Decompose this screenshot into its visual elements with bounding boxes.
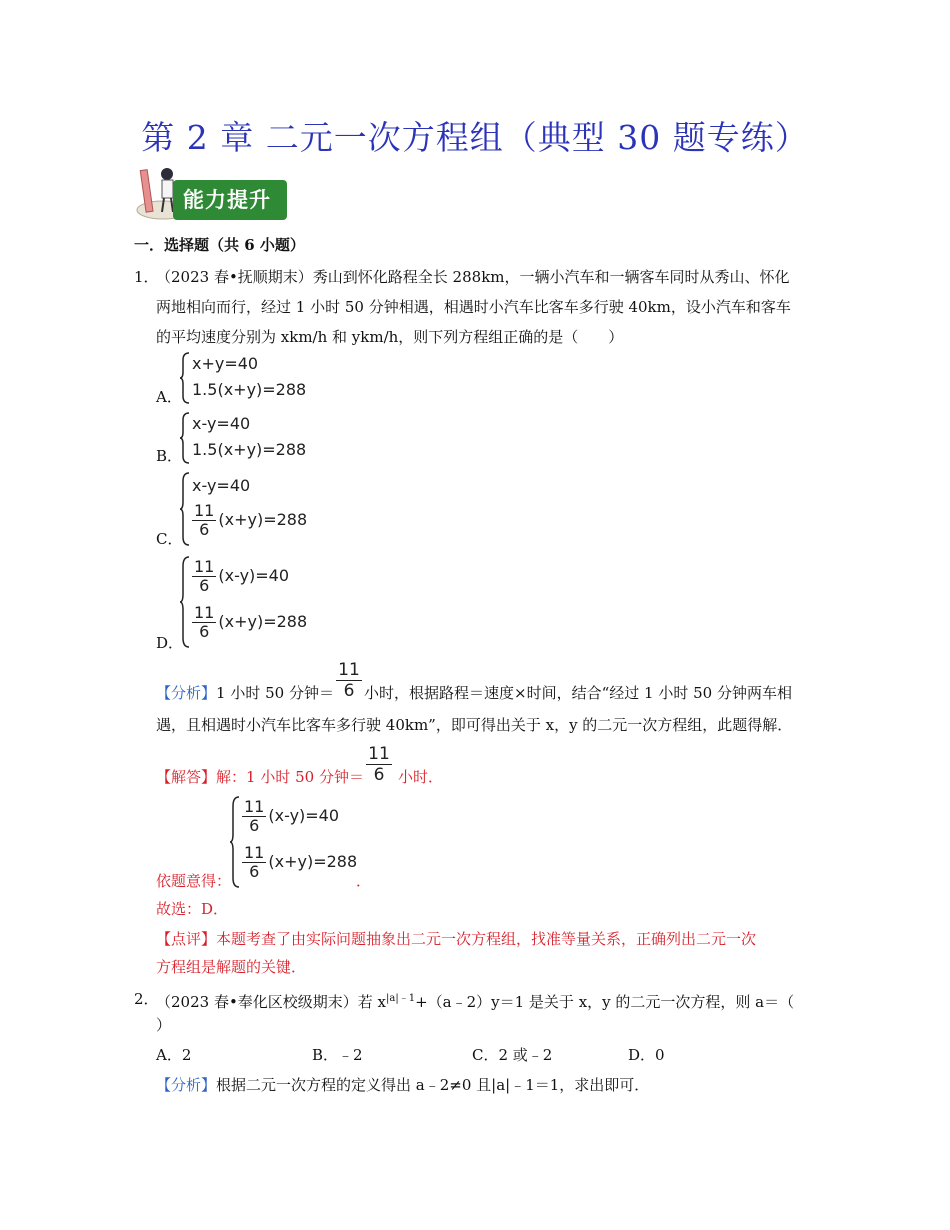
- brace-icon: [230, 796, 240, 888]
- brace-icon: [180, 412, 190, 464]
- banner-label: 能力提升: [173, 180, 287, 220]
- q2-option-a: A．2: [156, 1046, 192, 1064]
- q1-solution-system: [230, 796, 370, 888]
- fraction-11-6: $\frac{11}{6}$: [194, 501, 215, 539]
- fraction-11-6: $\frac{11}{6}$: [194, 557, 215, 595]
- q1-option-b-label: B．: [156, 447, 183, 465]
- q1-option-a-label: A．: [156, 388, 182, 406]
- q1-analysis-line1: 【分析】1 小时 50 分钟＝: [156, 684, 334, 702]
- q1-text-line1: （2023 春•抚顺期末）秀山到怀化路程全长 288km，一辆小汽车和一辆客车同时从秀山、怀化: [156, 268, 790, 286]
- q1-comment-line2: 方程组是解题的关键．: [156, 958, 307, 976]
- fraction-11-6: $\frac{11}{6}$: [244, 797, 265, 835]
- analysis-tag: 【分析】: [156, 1076, 217, 1094]
- q1-b-eq1: x-y=40: [192, 414, 251, 433]
- page-title: 第 2 章 二元一次方程组（典型 30 题专练）: [141, 118, 809, 157]
- q1-b-eq2: 1.5(x+y)=288: [192, 440, 307, 459]
- q1-solution-line1: 【解答】解：1 小时 50 分钟＝: [156, 768, 364, 786]
- ability-banner: [133, 160, 293, 224]
- q1-analysis-fraction: 11 6: [336, 660, 362, 701]
- q1-analysis-line1-cont: 小时，根据路程＝速度×时间，结合“经过 1 小时 50 分钟两车相: [364, 684, 792, 702]
- q1-comment-line1: 【点评】本题考查了由实际问题抽象出二元一次方程组，找准等量关系，正确列出二元一次: [156, 930, 757, 948]
- brace-icon: [180, 556, 190, 648]
- q1-option-c-label: C．: [156, 530, 183, 548]
- section-heading: 一．选择题（共 6 小题）: [134, 236, 305, 254]
- q1-c-eq2: $\frac{11}{6}$ (x+y)=288: [194, 501, 308, 539]
- analysis-tag: 【分析】: [156, 684, 217, 702]
- q1-d-eq1: $\frac{11}{6}$ (x-y)=40: [194, 557, 290, 595]
- q1-solution-period: ．: [356, 872, 372, 890]
- fraction-11-6: $\frac{11}{6}$: [194, 603, 215, 641]
- q2-option-d: D．0: [628, 1046, 665, 1064]
- q1-analysis-line2: 遇，且相遇时小汽车比客车多行驶 40km”，即可得出关于 x，y 的二元一次方程组，此题得解．: [156, 716, 793, 734]
- q1-option-b-system: [180, 412, 340, 464]
- q1-c-eq1: x-y=40: [192, 476, 251, 495]
- brace-icon: [180, 352, 190, 404]
- q1-option-d-system: [180, 556, 350, 648]
- brace-icon: [180, 472, 190, 546]
- q1-solution-intro: 依题意得：: [156, 872, 232, 890]
- comment-tag: 【点评】: [156, 930, 217, 948]
- solution-eq2: $\frac{11}{6}$ (x+y)=288: [244, 843, 358, 881]
- q1-number: 1．: [134, 268, 159, 286]
- q1-text-line3: 的平均速度分别为 xkm/h 和 ykm/h，则下列方程组正确的是（ ）: [156, 328, 624, 346]
- q1-option-d-label: D．: [156, 634, 184, 652]
- q1-a-eq2: 1.5(x+y)=288: [192, 380, 307, 399]
- q2-number: 2．: [134, 990, 159, 1008]
- q2-text-line2: ）: [156, 1016, 172, 1034]
- solution-tag: 【解答】: [156, 768, 217, 786]
- q1-option-a-system: [180, 352, 340, 404]
- q2-option-b: B．﹣2: [312, 1046, 363, 1064]
- q1-a-eq1: x+y=40: [192, 354, 259, 373]
- q1-option-c-system: [180, 472, 340, 546]
- solution-eq1: $\frac{11}{6}$ (x-y)=40: [244, 797, 340, 835]
- fraction-11-6: $\frac{11}{6}$: [244, 843, 265, 881]
- q2-text-line1: （2023 春•奉化区校级期末）若 $x^{|a|﹣1}+(a﹣2)y=1$ 是关于 x，y 的二元一次方程，则 a＝（: [156, 993, 795, 1011]
- q1-d-eq2: $\frac{11}{6}$ (x+y)=288: [194, 603, 308, 641]
- q1-solution-line1-cont: 小时．: [398, 768, 444, 786]
- q1-text-line2: 两地相向而行，经过 1 小时 50 分钟相遇，相遇时小汽车比客车多行驶 40km，设小汽车和客车: [156, 298, 791, 316]
- q1-solution-fraction: 11 6: [366, 744, 392, 785]
- q1-solution-choice: 故选：D．: [156, 900, 229, 918]
- q2-analysis: 【分析】根据二元一次方程的定义得出 a﹣2≠0 且|a|﹣1＝1，求出即可．: [156, 1076, 650, 1094]
- q2-option-c: C．2 或﹣2: [472, 1046, 553, 1064]
